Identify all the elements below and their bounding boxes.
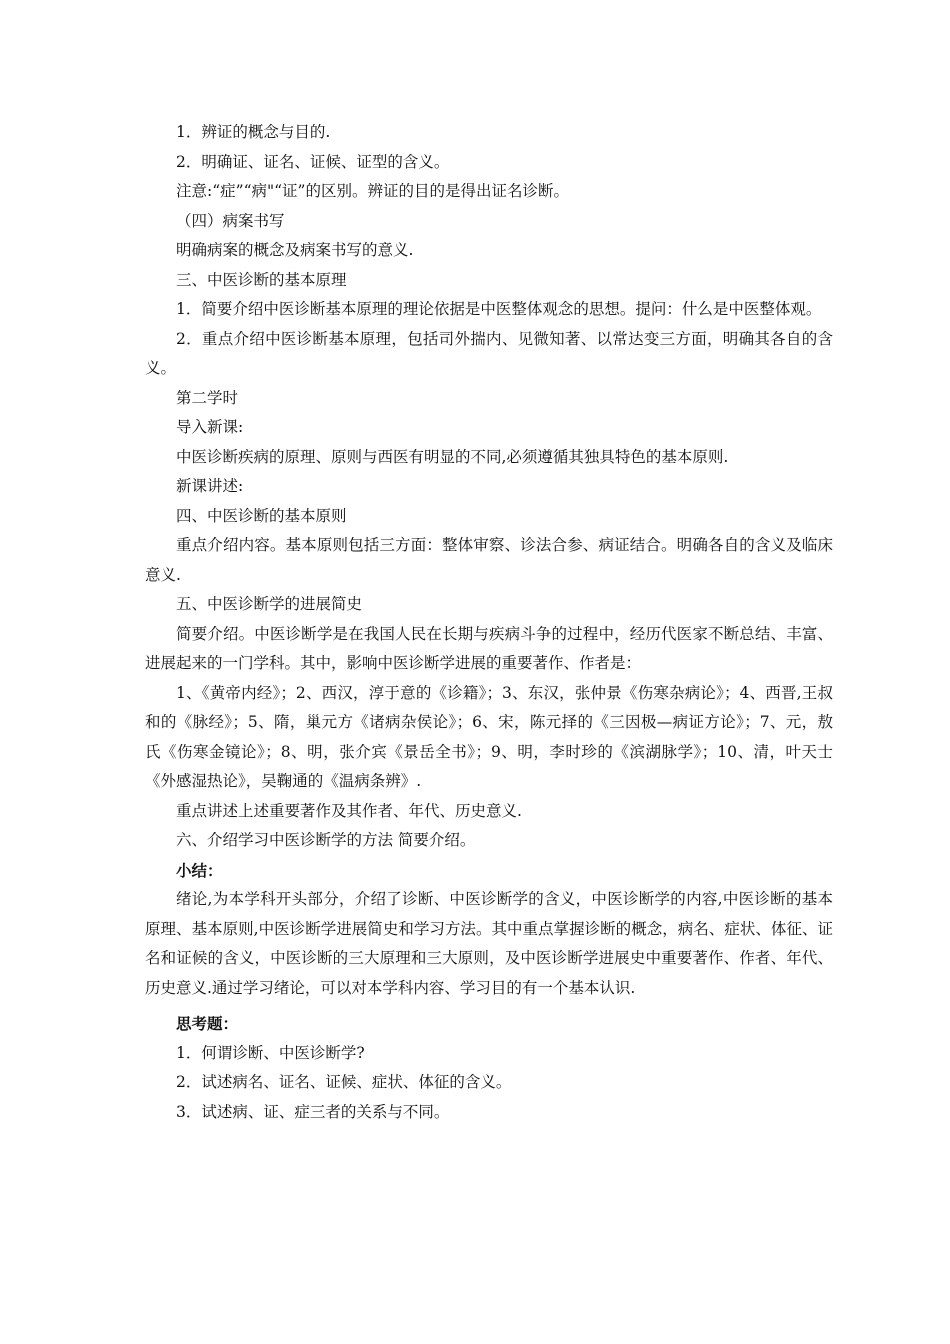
paragraph: 2．重点介绍中医诊断基本原理，包括司外揣内、见微知著、以常达变三方面，明确其各自的含义。 (145, 329, 833, 377)
paragraph: 1．辨证的概念与目的. (176, 123, 331, 141)
questions-heading: 思考题： (176, 1014, 239, 1033)
section-heading: 六、介绍学习中医诊断学的方法 简要介绍。 (176, 831, 476, 849)
paragraph: 2．明确证、证名、证候、证型的含义。 (176, 152, 450, 171)
paragraph: 1．简要介绍中医诊断基本原理的理论依据是中医整体观念的思想。提问：什么是中医整体观。 (176, 300, 822, 318)
paragraph: 新课讲述: (176, 477, 244, 495)
paragraph: 简要介绍。中医诊断学是在我国人民在长期与疾病斗争的过程中，经历代医家不断总结、丰富、进展起来的一门学科。其中，影响中医诊断学进展的重要著作、作者是： (145, 624, 833, 672)
question-item: 1．何谓诊断、中医诊断学? (176, 1043, 365, 1062)
paragraph: 重点介绍内容。基本原则包括三方面：整体审察、诊法合参、病证结合。明确各自的含义及临床意义. (145, 536, 833, 584)
document-page (145, 118, 833, 1127)
question-item: 2．试述病名、证名、证候、症状、体征的含义。 (176, 1073, 512, 1091)
paragraph: 1、《黄帝内经》；2、西汉，淳于意的《诊籍》；3、东汉，张仲景《伤寒杂病论》；4、西晋,王叔和的《脉经》；5、隋，巢元方《诸病杂侯论》；6、宋，陈元择的《三因极—病证方论》；7、元，敖氏《伤寒金镜论》；8、明，张介宾《景岳全书》；9、明，李时珍的《滨湖脉学》；10、清，叶天士《外感湿热论》，吴鞠通的《温病条辨》. (145, 683, 833, 790)
paragraph: 导入新课: (176, 418, 244, 436)
paragraph: 中医诊断疾病的原理、原则与西医有明显的不同,必须遵循其独具特色的基本原则. (176, 447, 729, 466)
section-heading: 五、中医诊断学的进展简史 (176, 595, 363, 613)
section-heading: （四）病案书写 (176, 211, 285, 230)
paragraph: 明确病案的概念及病案书写的意义. (176, 241, 414, 259)
paragraph: 注意:“症”“病"“证”的区别。辨证的目的是得出证名诊断。 (176, 182, 569, 200)
paragraph: 重点讲述上述重要著作及其作者、年代、历史意义. (176, 801, 522, 820)
summary-paragraph: 绪论,为本学科开头部分，介绍了诊断、中医诊断学的含义，中医诊断学的内容,中医诊断的基本原理、基本原则,中医诊断学进展简史和学习方法。其中重点掌握诊断的概念，病名、症状、体征、证名和证候的含义，中医诊断的三大原理和三大原则，及中医诊断学进展史中重要著作、作者、年代、历史意义.通过学习绪论，可以对本学科内容、学习目的有一个基本认识. (145, 890, 833, 997)
question-item: 3．试述病、证、症三者的关系与不同。 (176, 1102, 450, 1121)
section-heading: 第二学时 (176, 388, 239, 407)
summary-heading: 小结： (176, 860, 223, 880)
section-heading: 四、中医诊断的基本原则 (176, 506, 347, 525)
section-heading: 三、中医诊断的基本原理 (176, 270, 347, 289)
